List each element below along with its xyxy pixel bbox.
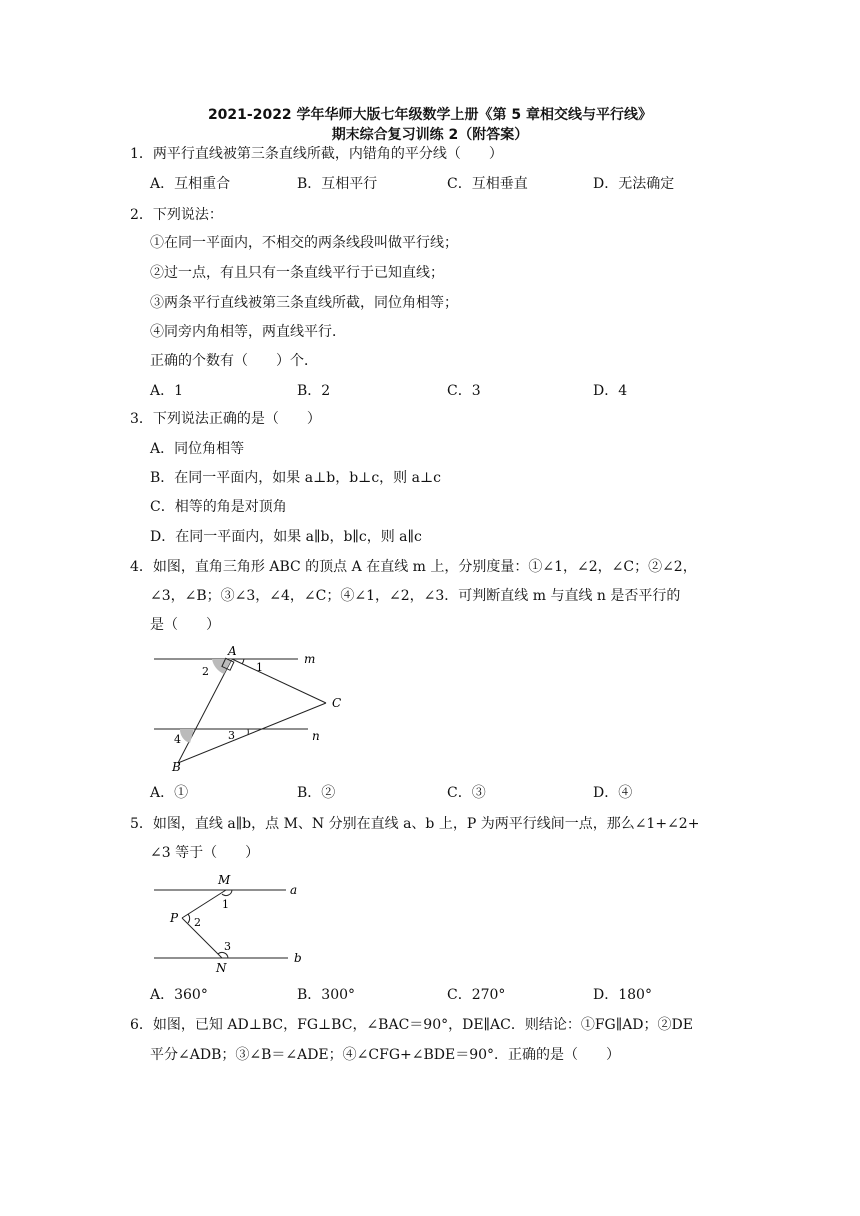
- q3-option-d: D．在同一平面内，如果 a∥b，b∥c，则 a∥c: [150, 529, 422, 545]
- angle-1-arc: [222, 890, 232, 896]
- q5-stem-line2: ∠3 等于（ ）: [150, 845, 260, 861]
- q2-question: 正确的个数有（ ）个．: [150, 353, 318, 369]
- q2-option-d: D．4: [593, 383, 628, 399]
- label-M: M: [218, 873, 231, 887]
- q4-option-d: D．④: [593, 785, 633, 801]
- q3-option-a: A．同位角相等: [150, 441, 245, 457]
- q2-option-b: B．2: [297, 383, 331, 399]
- label-C: C: [332, 696, 342, 710]
- label-angle-2: 2: [202, 665, 209, 678]
- segment-pn: [182, 918, 222, 958]
- q6-stem-line2: 平分∠ADB；③∠B＝∠ADE；④∠CFG+∠BDE＝90°．正确的是（ ）: [150, 1047, 621, 1063]
- angle-1-arc: [242, 659, 244, 664]
- label-angle-1: 1: [256, 661, 263, 674]
- segment-bc: [178, 703, 326, 763]
- document-title-line1: 2021-2022 学年华师大版七年级数学上册《第 5 章相交线与平行线》: [207, 107, 653, 123]
- label-P: P: [170, 911, 179, 925]
- label-A: A: [228, 644, 237, 658]
- q2-item-4: ④同旁内角相等，两直线平行．: [150, 324, 346, 340]
- q2-item-1: ①在同一平面内，不相交的两条线段叫做平行线；: [150, 235, 458, 251]
- label-B: B: [172, 760, 181, 773]
- q5-parallel-figure: [148, 868, 318, 978]
- label-angle-2: 2: [194, 916, 201, 929]
- angle-2-arc: [188, 914, 190, 923]
- label-angle-3: 3: [228, 729, 235, 742]
- q3-option-c: C．相等的角是对顶角: [150, 499, 287, 515]
- q1-option-c: C．互相垂直: [447, 176, 528, 192]
- label-N: N: [216, 961, 227, 975]
- document-title-line2: 期末综合复习训练 2（附答案）: [331, 127, 529, 143]
- label-m: m: [304, 652, 316, 666]
- q2-item-3: ③两条平行直线被第三条直线所截，同位角相等；: [150, 295, 458, 311]
- segment-pm: [182, 890, 226, 918]
- q5-option-a: A．360°: [150, 987, 208, 1003]
- q5-option-c: C．270°: [447, 987, 506, 1003]
- q4-option-a: A．①: [150, 785, 189, 801]
- q5-option-b: B．300°: [297, 987, 356, 1003]
- q4-stem-line2: ∠3，∠B；③∠3，∠4，∠C；④∠1，∠2，∠3．可判断直线 m 与直线 n 是否平行的: [150, 588, 681, 604]
- label-a: a: [290, 883, 298, 897]
- q2-item-2: ②过一点，有且只有一条直线平行于已知直线；: [150, 265, 444, 281]
- q4-option-b: B．②: [297, 785, 336, 801]
- q2-option-a: A．1: [150, 383, 184, 399]
- q4-stem-line3: 是（ ）: [150, 617, 220, 633]
- q3-stem: 3．下列说法正确的是（ ）: [130, 411, 321, 427]
- q6-stem-line1: 6．如图，已知 AD⊥BC，FG⊥BC，∠BAC＝90°，DE∥AC．则结论：①FG∥AD；②DE: [130, 1017, 693, 1033]
- label-angle-3: 3: [224, 940, 231, 953]
- q5-option-d: D．180°: [593, 987, 652, 1003]
- q1-stem: 1．两平行直线被第三条直线所截，内错角的平分线（ ）: [130, 146, 503, 162]
- q1-option-b: B．互相平行: [297, 176, 378, 192]
- q4-triangle-figure: [148, 643, 368, 773]
- q4-stem-line1: 4．如图，直角三角形 ABC 的顶点 A 在直线 m 上，分别度量：①∠1，∠2，∠C；②∠2，: [130, 559, 697, 575]
- label-angle-1: 1: [222, 898, 229, 911]
- q1-option-d: D．无法确定: [593, 176, 675, 192]
- label-b: b: [294, 951, 302, 965]
- q5-stem-line1: 5．如图，直线 a∥b，点 M、N 分别在直线 a、b 上，P 为两平行线间一点，那么∠1+∠2+: [130, 816, 700, 832]
- q1-option-a: A．互相重合: [150, 176, 231, 192]
- q2-option-c: C．3: [447, 383, 481, 399]
- label-n: n: [312, 729, 320, 743]
- angle-4-arc: [180, 729, 194, 743]
- q4-option-c: C．③: [447, 785, 486, 801]
- label-angle-4: 4: [174, 733, 181, 746]
- q2-stem: 2．下列说法：: [130, 207, 223, 223]
- q3-option-b: B．在同一平面内，如果 a⊥b，b⊥c，则 a⊥c: [150, 470, 441, 486]
